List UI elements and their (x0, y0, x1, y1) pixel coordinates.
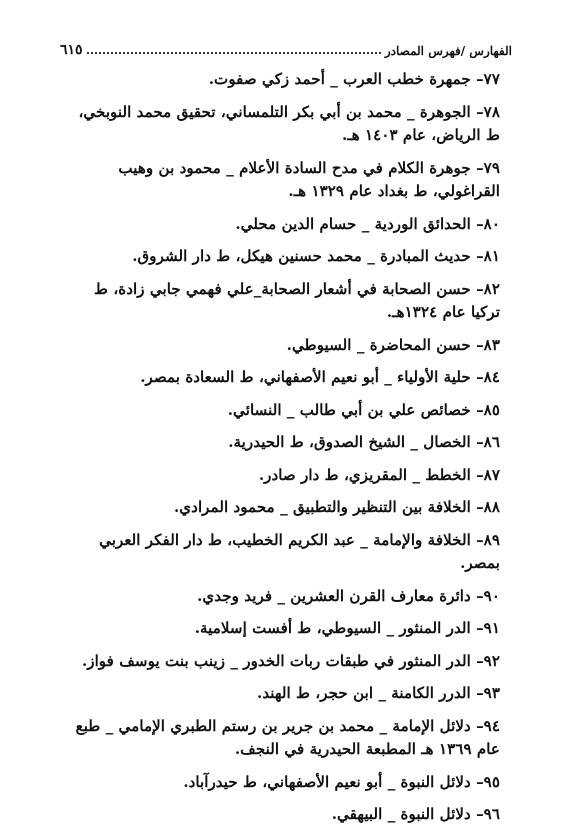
bibliography-entry: ٧٧– جمهرة خطب العرب _ أحمد زكي صفوت. (208, 70, 500, 88)
bibliography-entry: ٧٨– الجوهرة _ محمد بن أبي بكر التلمساني، تحقيق محمد النوبخي، ط الرياض، عام ١٤٠٣ هـ. (78, 102, 500, 144)
bibliography-entry: ٩٤– دلائل الإمامة _ محمد بن جرير بن رستم الطبري الإمامي _ طبع عام ١٣٦٩ هـ المطبعة الحيدرية في النجف. (75, 716, 500, 758)
bibliography-entry: ٩٣– الدرر الكامنة _ ابن حجر، ط الهند. (257, 684, 500, 702)
bibliography-entry: ٨٨– الخلافة بين التنظير والتطبيق _ محمود المرادي. (174, 498, 500, 516)
running-header (60, 38, 512, 58)
bibliography-entry: ٩٢– الدر المنثور في طبقات ربات الخدور _ زينب بنت يوسف فواز. (81, 651, 500, 670)
page-number: ٦١٥ (60, 42, 83, 58)
bibliography-entry: ٩٠– دائرة معارف القرن العشرين _ فريد وجدي. (197, 586, 500, 605)
bibliography-entry: ٨٩– الخلافة والإمامة _ عبد الكريم الخطيب، ط دار الفكر العربي بمصر. (99, 530, 500, 572)
bibliography-entry: ٨٠– الحدائق الوردية _ حسام الدين محلي. (235, 214, 500, 233)
bibliography-entry: ٨١– حديث المبادرة _ محمد حسنين هيكل، ط دار الشروق. (132, 247, 500, 265)
bibliography-entry: ٩٥– دلائل النبوة _ أبو نعيم الأصفهاني، ط حيدرآباد. (183, 772, 500, 791)
bibliography-entry: ٨٥– خصائص علي بن أبي طالب _ النسائي. (227, 400, 500, 419)
bibliography-entry: ٨٢– حسن الصحابة في أشعار الصحابة_علي فهمي جابي زادة، ط تركيا عام ١٣٢٤هـ. (94, 279, 500, 321)
bibliography-entry: ٨٤– حلية الأولياء _ أبو نعيم الأصفهاني، ط السعادة بمصر. (140, 368, 500, 386)
bibliography-entry: ٨٣– حسن المحاضرة _ السيوطي. (286, 335, 500, 354)
bibliography-entry: ٨٧– الخطط _ المقريزي، ط دار صادر. (258, 465, 500, 484)
bibliography-entry: ٩٦– دلائل النبوة _ البيهقي. (331, 805, 500, 823)
bibliography-entry: ٩١– الدر المنثور _ السيوطي، ط أفست إسلامية. (194, 619, 500, 637)
header-dotted-leader (87, 52, 381, 54)
bibliography-entry: ٧٩– جوهرة الكلام في مدح السادة الأعلام _ محمود بن وهيب القراغولي، ط بغداد عام ١٣٢٩ هـ. (118, 158, 500, 200)
bibliography-entry: ٨٦– الخصال _ الشيخ الصدوق، ط الحيدرية. (228, 433, 500, 451)
header-title: الفهارس /فهرس المصادر (384, 44, 512, 58)
bibliography-list (62, 68, 514, 836)
